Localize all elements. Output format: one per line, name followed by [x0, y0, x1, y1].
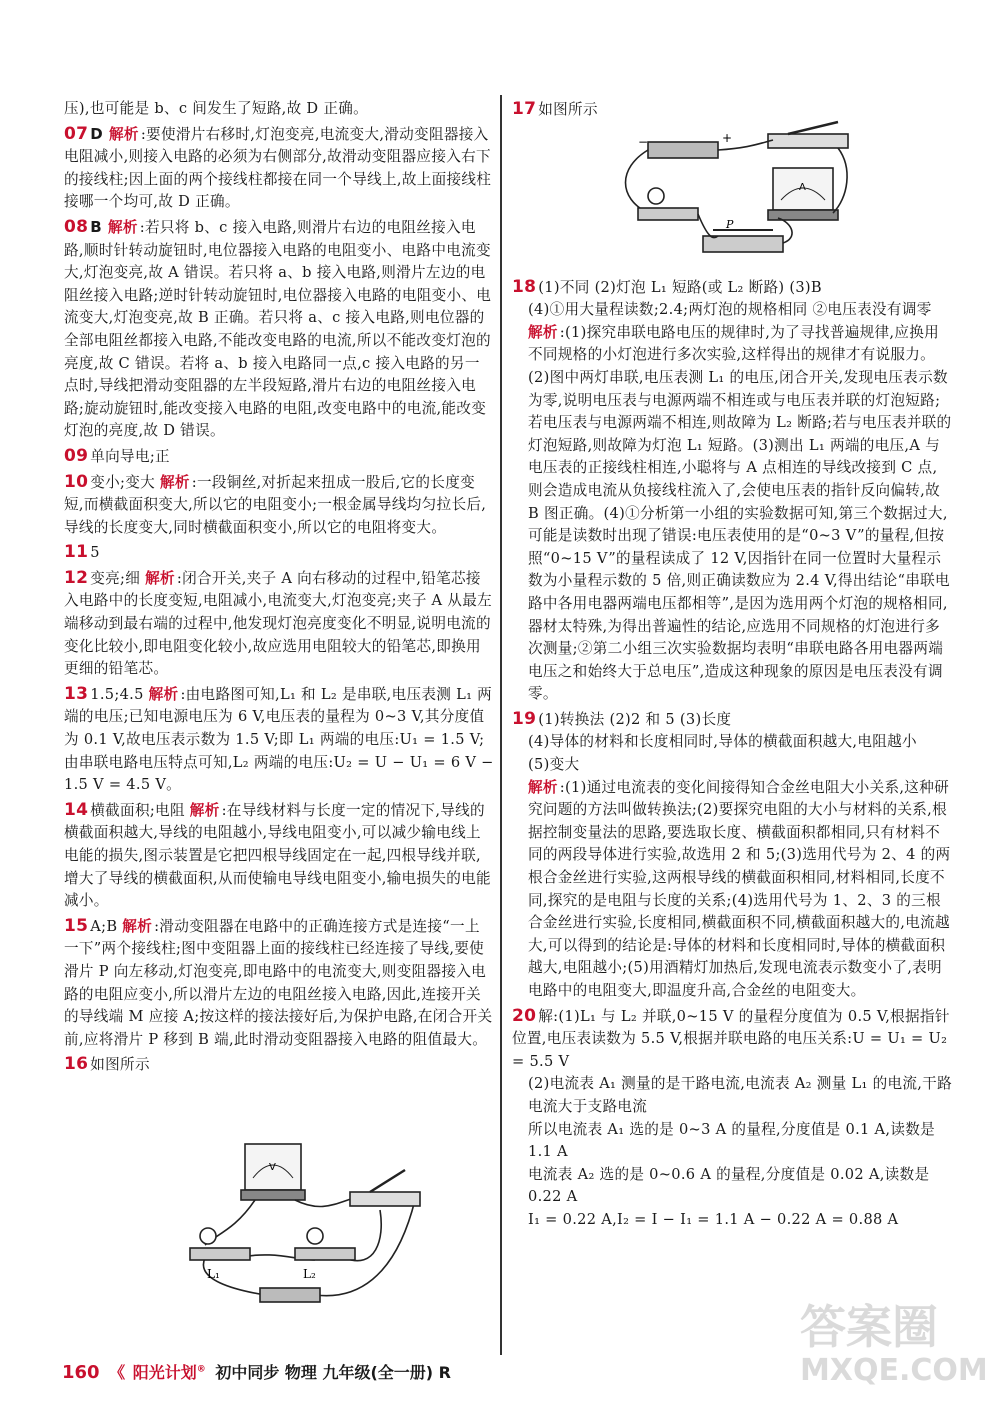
question-number: 12 [64, 567, 89, 588]
answer-entry [64, 567, 494, 681]
explanation-label: 解析 [528, 323, 558, 341]
answer-entry [64, 471, 494, 540]
left-column [64, 98, 494, 1249]
watermark-text: 答案圈 [800, 1300, 938, 1354]
answer-entry [64, 98, 494, 121]
answer-body: :滑动变阻器在电路中的正确连接方式是连接“一上一下”两个接线柱;图中变阻器上面的接线柱已经连接了导线,要使滑片 P 向左移动,灯泡变亮,即电路中的电流变大,则变阻器接入电路的电阻应变小,所以滑片左边的电阻丝接入电路,因此,连接开关的导线端 M 应接 A;按这样的接法接好后,为保护电路,在闭合开关前,应将滑片 P 移到 B 端,此时滑动变阻器接入电路的阻值最大。 [64, 917, 493, 1048]
answer-body: (1)转换法 (2)2 和 5 (3)长度 [538, 710, 732, 728]
brand-name: 阳光计划® [132, 1363, 206, 1382]
question-number: 16 [64, 1054, 89, 1075]
explanation-label: 解析 [122, 917, 153, 935]
question-number: 14 [64, 799, 89, 820]
answer-body: :若只将 b、c 接入电路,则滑片右边的电阻丝接入电路,顺时针转动旋钮时,电位器接入电路的电阻变小、电路中电流变大,灯泡变亮,故 A 错误。若只将 a、b 接入电路,则滑片左边的电阻丝接入电路;逆时针转动旋钮时,电位器接入电路的电阻变小、电流变大,灯泡变亮,故 B 正确。若只将 a、c 接入电路,则电位器的全部电阻丝都接入电路,不能改变电路的电流,所以不能改变灯泡的亮度,故 C 错误。若将 a、b 接入电路同一点,c 接入电路的另一点时,导线把滑动变阻器的左半段短路,滑片右边的电阻丝接入电路;旋动旋钮时,能改变接入电路的电阻,改变电路中的电流,能改变灯泡的亮度,故 D 错误。 [64, 218, 492, 440]
answer-entry [64, 541, 494, 565]
fig16-label-l1: L₁ [207, 1267, 220, 1281]
column-divider [500, 95, 502, 1355]
answer-body: 如图所示 [90, 1056, 150, 1074]
fig16-label-l2: L₂ [303, 1267, 316, 1281]
sub-answer: 所以电流表 A₁ 选的是 0~3 A 的量程,分度值是 0.1 A,读数是 1.1 A [528, 1120, 936, 1161]
question-number: 13 [64, 683, 89, 704]
sub-answer: I₁ = 0.22 A,I₂ = I − I₁ = 1.1 A − 0.22 A = 0.88 A [528, 1210, 899, 1228]
explanation-label: 解析 [108, 218, 138, 236]
watermark-logo [800, 1300, 990, 1400]
right-column [512, 98, 952, 1234]
explanation-label: 解析 [189, 801, 220, 819]
answer-body: :由电路图可知,L₁ 和 L₂ 是串联,电压表测 L₁ 两端的电压;已知电源电压为 6 V,电压表的量程为 0~3 V,其分度值为 0.1 V,故电压表示数为 1.5 V;即 L₁ 两端的电压:U₁ = 1.5 V;由串联电路电压特点可知,L₂ 两端的电压:U₂ = U − U₁ = 6 V − 1.5 V = 4.5 V。 [64, 685, 494, 794]
answer-body: 单向导电;正 [90, 447, 170, 465]
sub-answer: (2)电流表 A₁ 测量的是干路电流,电流表 A₂ 测量 L₁ 的电流,干路电流大于支路电流 [528, 1075, 952, 1115]
explanation-block [512, 777, 952, 1003]
fig17-label-neg: − [638, 135, 649, 149]
answer-body: :一段铜丝,对折起来扭成一股后,它的长度变短,而横截面积变大,所以它的电阻变小;一根金属导线均匀拉长后,导线的长度变大,同时横截面积变小,所以它的电阻将变大。 [64, 473, 487, 536]
answer-text: 变亮;细 [90, 569, 146, 587]
answer-entry [64, 445, 494, 469]
question-number: 20 [512, 1005, 537, 1026]
explanation-label: 解析 [148, 685, 179, 703]
answer-entry [64, 1053, 494, 1077]
page-footer [62, 1360, 451, 1383]
question-number: 11 [64, 542, 89, 563]
answer-body: 解:(1)L₁ 与 L₂ 并联,0~15 V 的量程分度值为 0.5 V,根据指针位置,电压表读数为 5.5 V,根据并联电路的电压关系:U = U₁ = U₂ = 5.5 V [512, 1007, 950, 1070]
question-number: 18 [512, 276, 537, 297]
sub-answer: (5)变大 [528, 756, 580, 774]
question-number: 15 [64, 915, 89, 936]
fig16-label-v: V [269, 1162, 276, 1173]
explanation-label: 解析 [109, 125, 139, 143]
answer-entry [64, 216, 494, 443]
answer-body: :在导线材料与长度一定的情况下,导线的横截面积越大,导线的电阻越小,导线电阻变小,可以减少输电线上电能的损失,图示装置是它把四根导线固定在一起,四根导线并联,增大了导线的横截面积,从而使输电导线电阻变小,输电损失的电能减小。 [64, 801, 491, 910]
answer-body: :要使滑片右移时,灯泡变亮,电流变大,滑动变阻器接入电阻减小,则接入电路的必须为右侧部分,故滑动变阻器应接入右下的接线柱;因上面的两个接线柱都接在同一个导线上,故上面接线柱接哪一个均可,故 D 正确。 [64, 125, 492, 211]
answer-entry [512, 708, 952, 1003]
answer-choice: D [90, 124, 104, 143]
question-number: 07 [64, 123, 89, 144]
answer-text: A;B [90, 917, 123, 935]
answer-body: 压),也可能是 b、c 间发生了短路,故 D 正确。 [64, 100, 369, 117]
answer-body: (1)不同 (2)灯泡 L₁ 短路(或 L₂ 断路) (3)B [538, 278, 822, 296]
circuit-diagram-17 [618, 118, 858, 268]
chevron-icon: 《 [109, 1363, 126, 1382]
answer-text: 变小;变大 [90, 473, 160, 491]
answer-body: :闭合开关,夹子 A 向右移动的过程中,铅笔芯接入电路中的长度变短,电阻减小,电流变大,灯泡变亮;夹子 A 从最左端移动到最右端的过程中,他发现灯泡亮度变化不明显,说明电流的变化比较小,即电阻变化较小,故应选用电阻较大的铅笔芯,即换用更细的铅笔芯。 [64, 569, 492, 678]
circuit-diagram-16 [175, 1140, 435, 1310]
explanation-label: 解析 [160, 473, 190, 491]
answer-entry [512, 276, 952, 706]
answer-entry [64, 799, 494, 913]
sub-answer: 电流表 A₂ 选的是 0~0.6 A 的量程,分度值是 0.02 A,读数是 0.22 A [528, 1165, 930, 1206]
explanation-block [512, 322, 952, 706]
answer-entry [512, 1005, 952, 1232]
fig17-label-a: A [799, 182, 806, 193]
answer-choice: B [90, 217, 102, 236]
fig17-label-pos: + [722, 131, 733, 145]
explanation-body: :(1)探究串联电路电压的规律时,为了寻找普遍规律,应换用不同规格的小灯泡进行多次实验,这样得出的规律才有说服力。(2)图中两灯串联,电压表测 L₁ 的电压,闭合开关,发现电压表示数为零,说明电压表与电源两端不相连或与电压表并联的灯泡短路;若电压表与电源两端不相连,则故障为 L₂ 断路;若与电压表并联的灯泡短路,则故障为灯泡 L₁ 短路。(3)测出 L₁ 两端的电压,A 与电压表的正接线柱相连,小聪将与 A 点相连的导线改接到 C 点,则会造成电流从负接线柱流入了,会使电压表的指针反向偏转,故 B 图正确。(4)①分析第一小组的实验数据可知,第三个数据过大,可能是读数时出现了错误:电压表使用的是“0~3 V”的量程,但按照“0~15 V”的量程读成了 12 V,因指针在同一位置时大量程示数为小量程示数的 5 倍,则正确读数应为 2.4 V,得出结论“串联电路中各用电器两端电压都相等”,是因为选用两个灯泡的规格相同,器材太特殊,为得出普遍性的结论,应选用不同规格的灯泡进行多次测量;②第二小组三次实验数据均表明“串联电路各用电器两端电压之和始终大于总电压”,造成这种现象的原因是电压表没有调零。 [528, 323, 952, 703]
question-number: 19 [512, 708, 537, 729]
answer-entry [64, 915, 494, 1052]
watermark-url: MXQE.COM [800, 1353, 988, 1388]
sub-answer: (4)导体的材料和长度相同时,导体的横截面积越大,电阻越小 [528, 733, 917, 751]
explanation-body: :(1)通过电流表的变化间接得知合金丝电阻大小关系,这种研究问题的方法叫做转换法;(2)要探究电阻的大小与材料的关系,根据控制变量法的思路,要选取长度、横截面积都相同,只有材料不同的两段导体进行实验,故选用 2 和 5;(3)选用代号为 2、4 的两根合金丝进行实验,这两根导线的横截面积相同,材料相同,长度不同,探究的是电阻与长度的关系;(4)选用代号为 1、2、3 的三根合金丝进行实验,长度相同,横截面积不同,横截面积越大的,电流越大,可以得到的结论是:导体的材料和长度相同时,导体的横截面积越大,电阻越小;(5)用酒精灯加热后,发现电流表示数变小了,表明电路中的电阻变大,即温度升高,合金丝的电阻变大。 [528, 778, 951, 999]
question-number: 09 [64, 445, 89, 466]
answer-entry [64, 123, 494, 214]
answer-body: 5 [90, 544, 100, 562]
page-number: 160 [62, 1362, 100, 1383]
question-number: 17 [512, 99, 537, 119]
explanation-label: 解析 [528, 778, 558, 796]
answer-text: 横截面积;电阻 [90, 801, 190, 819]
explanation-label: 解析 [145, 569, 175, 587]
answer-body: 如图所示 [538, 101, 598, 118]
book-title: 初中同步 物理 九年级(全一册) R [215, 1363, 452, 1382]
question-number: 08 [64, 216, 89, 237]
question-number: 10 [64, 471, 89, 492]
answer-text: 1.5;4.5 [90, 685, 149, 703]
sub-answer: (4)①用大量程读数;2.4;两灯泡的规格相同 ②电压表没有调零 [528, 301, 932, 319]
fig17-label-p: P [726, 218, 734, 231]
answer-entry [64, 683, 494, 797]
